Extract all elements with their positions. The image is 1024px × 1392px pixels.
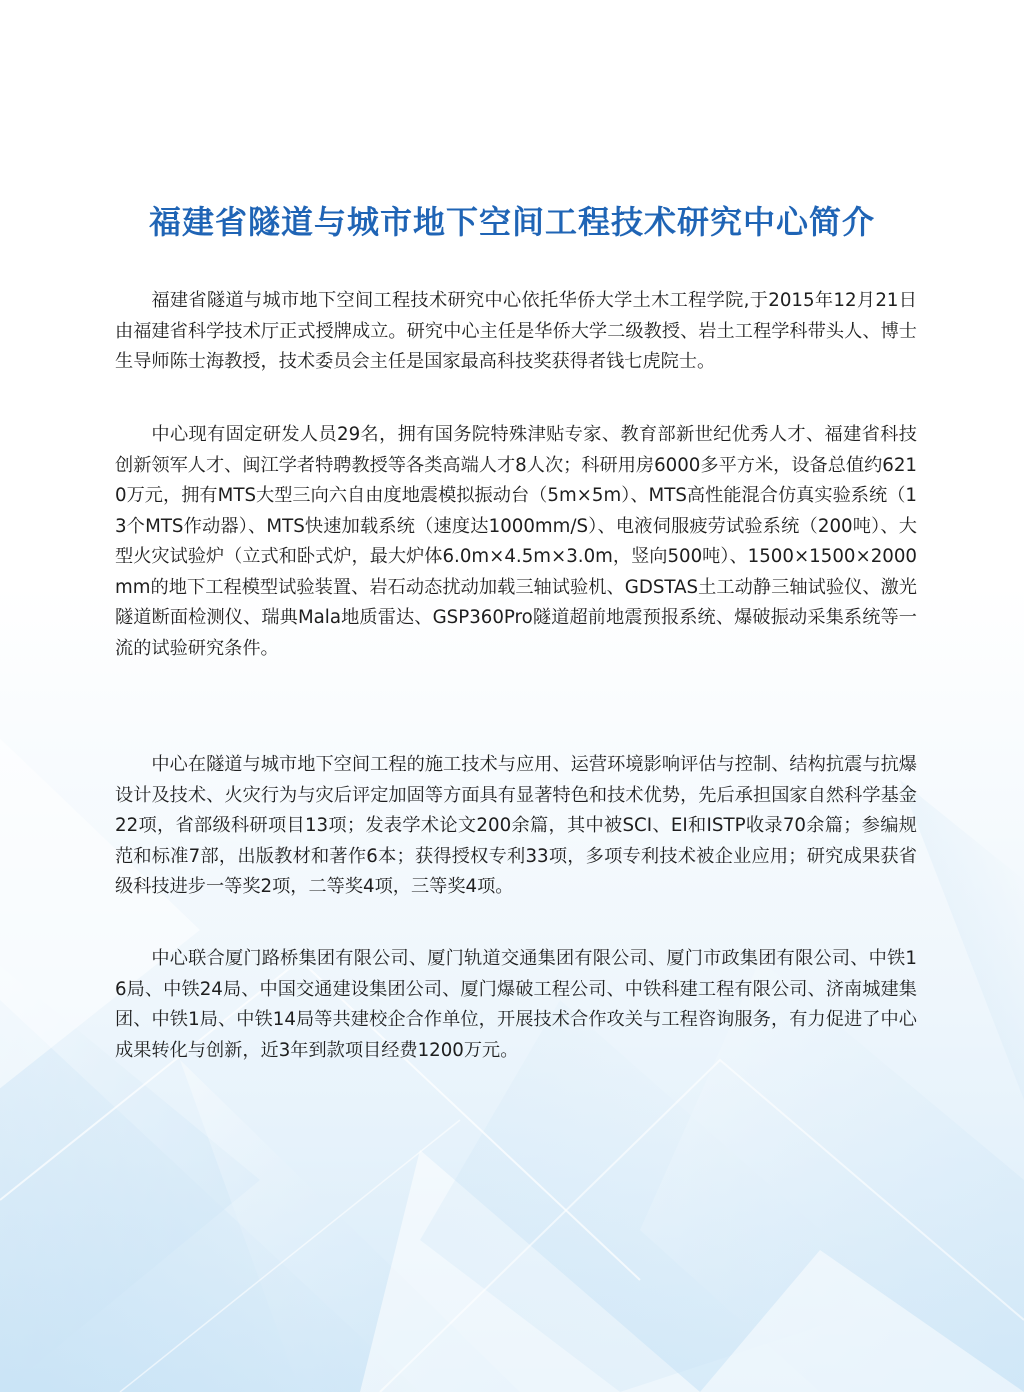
- paragraph-introduction: 福建省隧道与城市地下空间工程技术研究中心依托华侨大学土木工程学院,于2015年12月21日由福建省科学技术厅正式授牌成立。研究中心主任是华侨大学二级教授、岩土工程学科带头人、博士生导师陈士海教授，技术委员会主任是国家最高科技奖获得者钱七虎院士。: [115, 290, 917, 372]
- paragraph-research-achievements: 中心在隧道与城市地下空间工程的施工技术与应用、运营环境影响评估与控制、结构抗震与抗爆设计及技术、火灾行为与灾后评定加固等方面具有显著特色和技术优势，先后承担国家自然科学基金22项，省部级科研项目13项；发表学术论文200余篇，其中被SCI、EI和ISTP收录70余篇；参编规范和标准7部，出版教材和著作6本；获得授权专利33项，多项专利技术被企业应用；研究成果获省级科技进步一等奖2项，二等奖4项，三等奖4项。: [115, 754, 917, 897]
- paragraph-partnerships: 中心联合厦门路桥集团有限公司、厦门轨道交通集团有限公司、厦门市政集团有限公司、中铁16局、中铁24局、中国交通建设集团公司、厦门爆破工程公司、中铁科建工程有限公司、济南城建集团、中铁1局、中铁14局等共建校企合作单位，开展技术合作攻关与工程咨询服务，有力促进了中心成果转化与创新，近3年到款项目经费1200万元。: [115, 948, 917, 1061]
- paragraph-personnel-and-equipment: 中心现有固定研发人员29名，拥有国务院特殊津贴专家、教育部新世纪优秀人才、福建省科技创新领军人才、闽江学者特聘教授等各类高端人才8人次；科研用房6000多平方米，设备总值约6210万元，拥有MTS大型三向六自由度地震模拟振动台（5m×5m）、MTS高性能混合仿真实验系统（13个MTS作动器）、MTS快速加载系统（速度达1000mm/S）、电液伺服疲劳试验系统（200吨）、大型火灾试验炉（立式和卧式炉，最大炉体6.0m×4.5m×3.0m，竖向500吨）、1500×1500×2000mm的地下工程模型试验装置、岩石动态扰动加载三轴试验机、GDSTAS土工动静三轴试验仪、激光隧道断面检测仪、瑞典Mala地质雷达、GSP360Pro隧道超前地震预报系统、爆破振动采集系统等一流的试验研究条件。: [115, 424, 917, 659]
- document-title: 福建省隧道与城市地下空间工程技术研究中心简介: [148, 203, 875, 241]
